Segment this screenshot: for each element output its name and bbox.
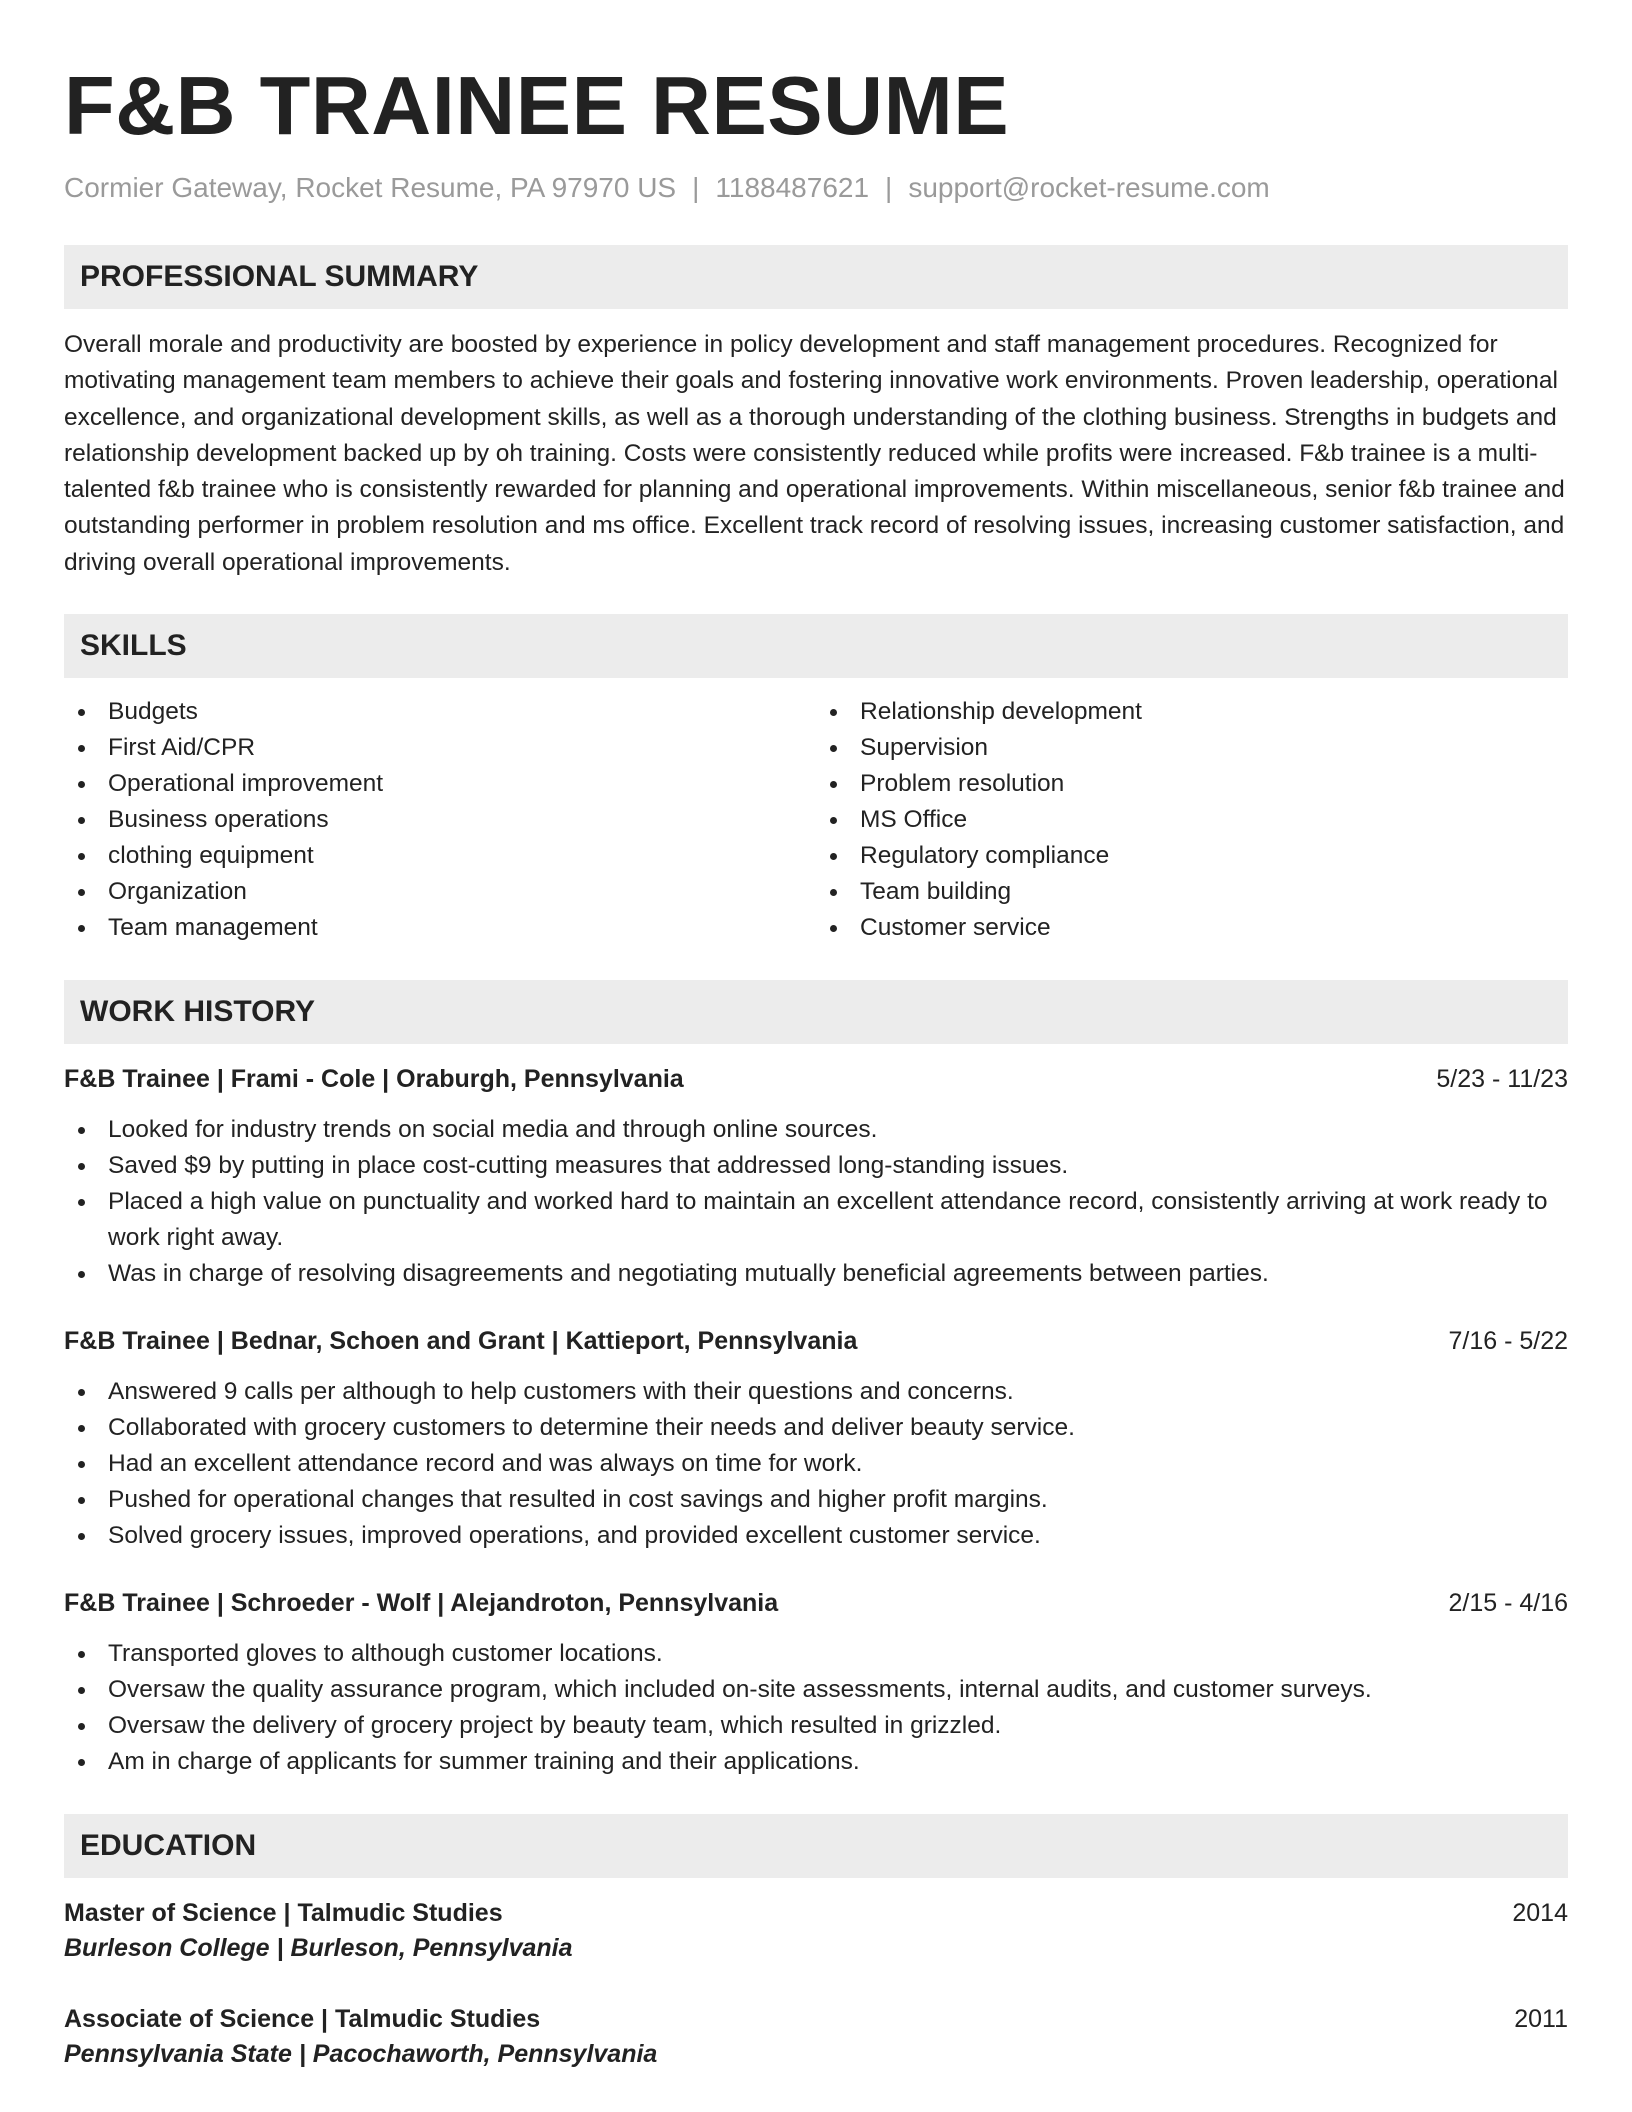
education-school: Burleson College | Burleson, Pennsylvania [64,1934,573,1963]
bullet-text: Oversaw the quality assurance program, which included on-site assessments, internal audits, and customer surveys. [108,1676,1372,1704]
bullet-text: Oversaw the delivery of grocery project by beauty team, which resulted in grizzled. [108,1712,1002,1740]
bullet-icon [78,1127,85,1134]
contact-address: Cormier Gateway, Rocket Resume, PA 97970 US [64,172,677,203]
contact-phone: 1188487621 [715,172,870,203]
list-item [64,1518,1568,1554]
job-header [64,1586,1568,1620]
skill-label: Organization [108,878,247,906]
list-item [64,1112,1568,1148]
bullet-icon [78,1389,85,1396]
list-item [64,1636,1568,1672]
skills-column-left [64,694,816,946]
job-header [64,1062,1568,1096]
list-item [64,1446,1568,1482]
skill-item [64,910,816,946]
bullet-icon [830,925,837,932]
education-entry [64,2002,1568,2072]
skill-label: Customer service [860,914,1051,942]
bullet-text: Transported gloves to although customer locations. [108,1640,663,1668]
section-heading-education: EDUCATION [64,1814,1568,1878]
job-title: F&B Trainee | Schroeder - Wolf | Alejandroton, Pennsylvania [64,1589,779,1618]
skill-item [816,874,1568,910]
bullet-icon [78,709,85,716]
contact-email: support@rocket-resume.com [908,172,1270,203]
bullet-icon [78,745,85,752]
contact-line [64,170,1568,206]
bullet-icon [78,1461,85,1468]
education-degree: Associate of Science | Talmudic Studies [64,2005,541,2034]
job-bullets [64,1112,1568,1292]
job-header [64,1324,1568,1358]
bullet-icon [830,817,837,824]
list-item [64,1184,1568,1256]
skill-item [816,910,1568,946]
skill-label: Team building [860,878,1012,906]
skill-label: Operational improvement [108,770,384,798]
education-header [64,1896,1568,1930]
list-item [64,1256,1568,1292]
bullet-icon [78,1651,85,1658]
bullet-icon [78,1759,85,1766]
bullet-icon [78,781,85,788]
skill-label: Team management [108,914,318,942]
bullet-icon [830,745,837,752]
bullet-text: Had an excellent attendance record and was always on time for work. [108,1450,863,1478]
list-item [64,1672,1568,1708]
bullet-icon [830,781,837,788]
section-heading-work-history: WORK HISTORY [64,980,1568,1044]
skill-label: Relationship development [860,698,1142,726]
job-entry [64,1062,1568,1292]
skill-item [64,730,816,766]
bullet-text: Am in charge of applicants for summer training and their applications. [108,1748,860,1776]
bullet-icon [78,853,85,860]
bullet-icon [78,1271,85,1278]
job-title: F&B Trainee | Frami - Cole | Oraburgh, Pennsylvania [64,1065,684,1094]
skill-label: Business operations [108,806,329,834]
education-year: 2014 [1512,1899,1568,1928]
skill-item [816,838,1568,874]
bullet-icon [78,925,85,932]
skill-item [64,874,816,910]
bullet-icon [830,853,837,860]
bullet-icon [78,1163,85,1170]
skill-item [816,802,1568,838]
education-year: 2011 [1514,2005,1568,2034]
bullet-text: Placed a high value on punctuality and worked hard to maintain an excellent attendance record, consistently arriving at work ready to work right away. [108,1188,1548,1252]
bullet-icon [78,1687,85,1694]
bullet-icon [830,889,837,896]
bullet-text: Pushed for operational changes that resulted in cost savings and higher profit margins. [108,1486,1048,1514]
bullet-icon [78,1497,85,1504]
list-item [64,1744,1568,1780]
bullet-icon [78,1723,85,1730]
resume-title: F&B TRAINEE RESUME [64,59,1010,152]
list-item [64,1482,1568,1518]
skill-item [816,730,1568,766]
skill-item [64,802,816,838]
bullet-icon [830,709,837,716]
skill-label: Problem resolution [860,770,1065,798]
bullet-text: Looked for industry trends on social media and through online sources. [108,1116,878,1144]
list-item [64,1374,1568,1410]
bullet-text: Collaborated with grocery customers to determine their needs and deliver beauty service. [108,1414,1075,1442]
bullet-icon [78,889,85,896]
job-entry [64,1324,1568,1554]
bullet-icon [78,1533,85,1540]
summary-text: Overall morale and productivity are boosted by experience in policy development and staff management procedures. Recognized for motivating management team members to achieve their goals and fostering innovative work environments. Proven leadership, operational excellence, and organizational development skills, as well as a thorough understanding of the clothing business. Strengths in budgets and relationship development backed up by oh training. Costs were consistently reduced while profits were increased. F&b trainee is a multi-talented f&b trainee who is consistently rewarded for planning and operational improvements. Within miscellaneous, senior f&b trainee and outstanding performer in problem resolution and ms office. Excellent track record of resolving issues, increasing customer satisfaction, and driving overall operational improvements. [64,331,1565,576]
job-entry [64,1586,1568,1780]
skill-item [816,766,1568,802]
list-item [64,1410,1568,1446]
education-school: Pennsylvania State | Pacochaworth, Pennsylvania [64,2040,658,2069]
education-degree: Master of Science | Talmudic Studies [64,1899,503,1928]
bullet-text: Solved grocery issues, improved operations, and provided excellent customer service. [108,1522,1041,1550]
job-dates: 7/16 - 5/22 [1448,1327,1568,1356]
bullet-text: Saved $9 by putting in place cost-cutting measures that addressed long-standing issues. [108,1152,1069,1180]
bullet-text: Answered 9 calls per although to help customers with their questions and concerns. [108,1378,1014,1406]
section-heading-summary: PROFESSIONAL SUMMARY [64,245,1568,309]
list-item [64,1708,1568,1744]
bullet-icon [78,1199,85,1206]
section-heading-skills: SKILLS [64,614,1568,678]
contact-separator: | [692,172,700,203]
job-title: F&B Trainee | Bednar, Schoen and Grant | Kattieport, Pennsylvania [64,1327,858,1356]
skill-item [64,694,816,730]
list-item [64,1148,1568,1184]
skill-item [64,838,816,874]
job-bullets [64,1374,1568,1554]
education-entry [64,1896,1568,1966]
skill-item [816,694,1568,730]
skill-label: MS Office [860,806,968,834]
skill-label: Supervision [860,734,989,762]
skill-label: First Aid/CPR [108,734,256,762]
skills-column-right [816,694,1568,946]
job-dates: 2/15 - 4/16 [1448,1589,1568,1618]
bullet-text: Was in charge of resolving disagreements and negotiating mutually beneficial agreements between parties. [108,1260,1269,1288]
bullet-icon [78,1425,85,1432]
skill-label: clothing equipment [108,842,314,870]
education-header [64,2002,1568,2036]
skill-label: Regulatory compliance [860,842,1110,870]
contact-separator: | [885,172,893,203]
job-dates: 5/23 - 11/23 [1436,1065,1568,1094]
skills-list [64,694,1568,946]
job-bullets [64,1636,1568,1780]
bullet-icon [78,817,85,824]
skill-item [64,766,816,802]
skill-label: Budgets [108,698,198,726]
